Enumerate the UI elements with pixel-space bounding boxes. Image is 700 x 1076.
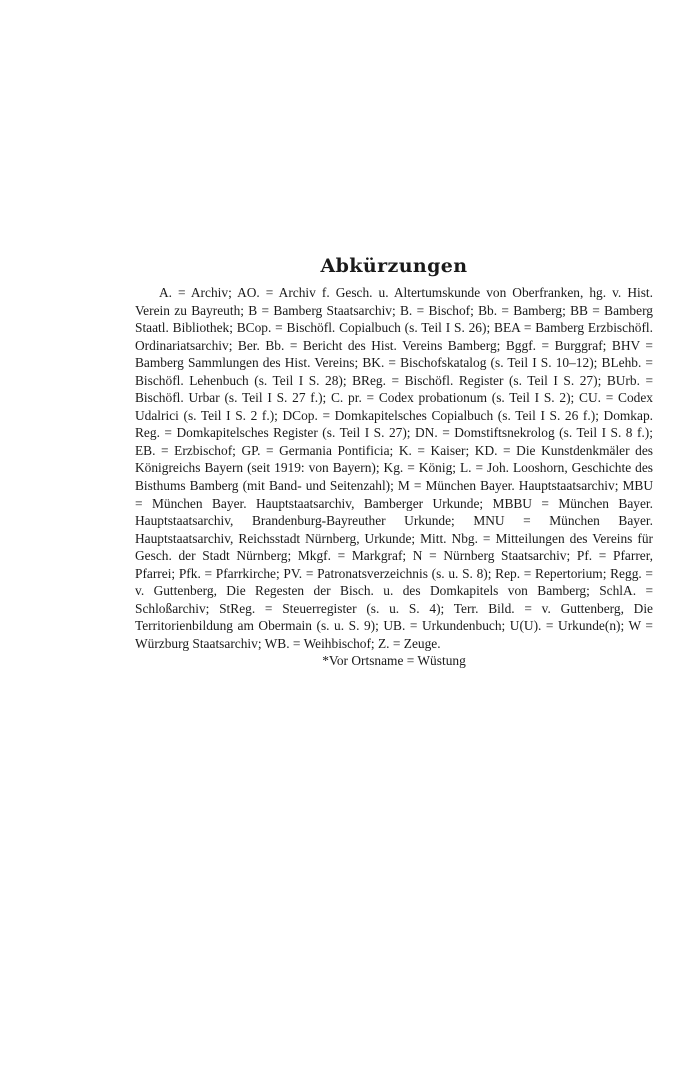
page-title: Abkürzungen	[320, 255, 468, 277]
footnote-wuestung: *Vor Ortsname = Wüstung	[322, 653, 466, 669]
abbreviations-section	[135, 254, 653, 670]
abbreviations-list: A. = Archiv; AO. = Archiv f. Gesch. u. Altertumskunde von Oberfranken, hg. v. Hist. Verein zu Bayreuth; B = Bamberg Staatsarchiv; B. = Bischof; Bb. = Bamberg; BB = Bamberg Staatl. Bibliothek; BCop. = Bischöfl. Copialbuch (s. Teil I S. 26); BEA = Bamberg Erzbischöfl. Ordinariatsarchiv; Ber. Bb. = Bericht des Hist. Vereins Bamberg; Bggf. = Burggraf; BHV = Bamberg Sammlungen des Hist. Vereins; BK. = Bischofskatalog (s. Teil I S. 10–12); BLehb. = Bischöfl. Lehenbuch (s. Teil I S. 28); BReg. = Bischöfl. Register (s. Teil I S. 27); BUrb. = Bischöfl. Urbar (s. Teil I S. 27 f.); C. pr. = Codex probationum (s. Teil I S. 2); CU. = Codex Udalrici (s. Teil I S. 2 f.); DCop. = Domkapitelsches Copialbuch (s. Teil I S. 26 f.); Domkap. Reg. = Domkapitelsches Register (s. Teil I S. 27); DN. = Domstiftsnekrolog (s. Teil I S. 8 f.); EB. = Erzbischof; GP. = Germania Pontificia; K. = Kaiser; KD. = Die Kunstdenkmäler des Königreichs Bayern (seit 1919: von Bayern); Kg. = König; L. = Joh. Looshorn, Geschichte des Bisthums Bamberg (mit Band- und Seitenzahl); M = München Bayer. Hauptstaatsarchiv; MBU = München Bayer. Hauptstaatsarchiv, Bamberger Urkunde; MBBU = München Bayer. Hauptstaatsarchiv, Brandenburg-Bayreuther Urkunde; MNU = München Bayer. Hauptstaatsarchiv, Reichsstadt Nürnberg, Urkunde; Mitt. Nbg. = Mitteilungen des Vereins für Gesch. der Stadt Nürnberg; Mkgf. = Markgraf; N = Nürnberg Staatsarchiv; Pf. = Pfarrer, Pfarrei; Pfk. = Pfarrkirche; PV. = Patronatsverzeichnis (s. u. S. 8); Rep. = Repertorium; Regg. = v. Guttenberg, Die Regesten der Bisch. u. des Domkapitels von Bamberg; SchlA. = Schloßarchiv; StReg. = Steuerregister (s. u. S. 4); Terr. Bild. = v. Guttenberg, Die Territorienbildung am Obermain (s. u. S. 9); UB. = Urkundenbuch; U(U). = Urkunde(n); W = Würzburg Staatsarchiv; WB. = Weihbischof; Z. = Zeuge.	[135, 285, 653, 651]
